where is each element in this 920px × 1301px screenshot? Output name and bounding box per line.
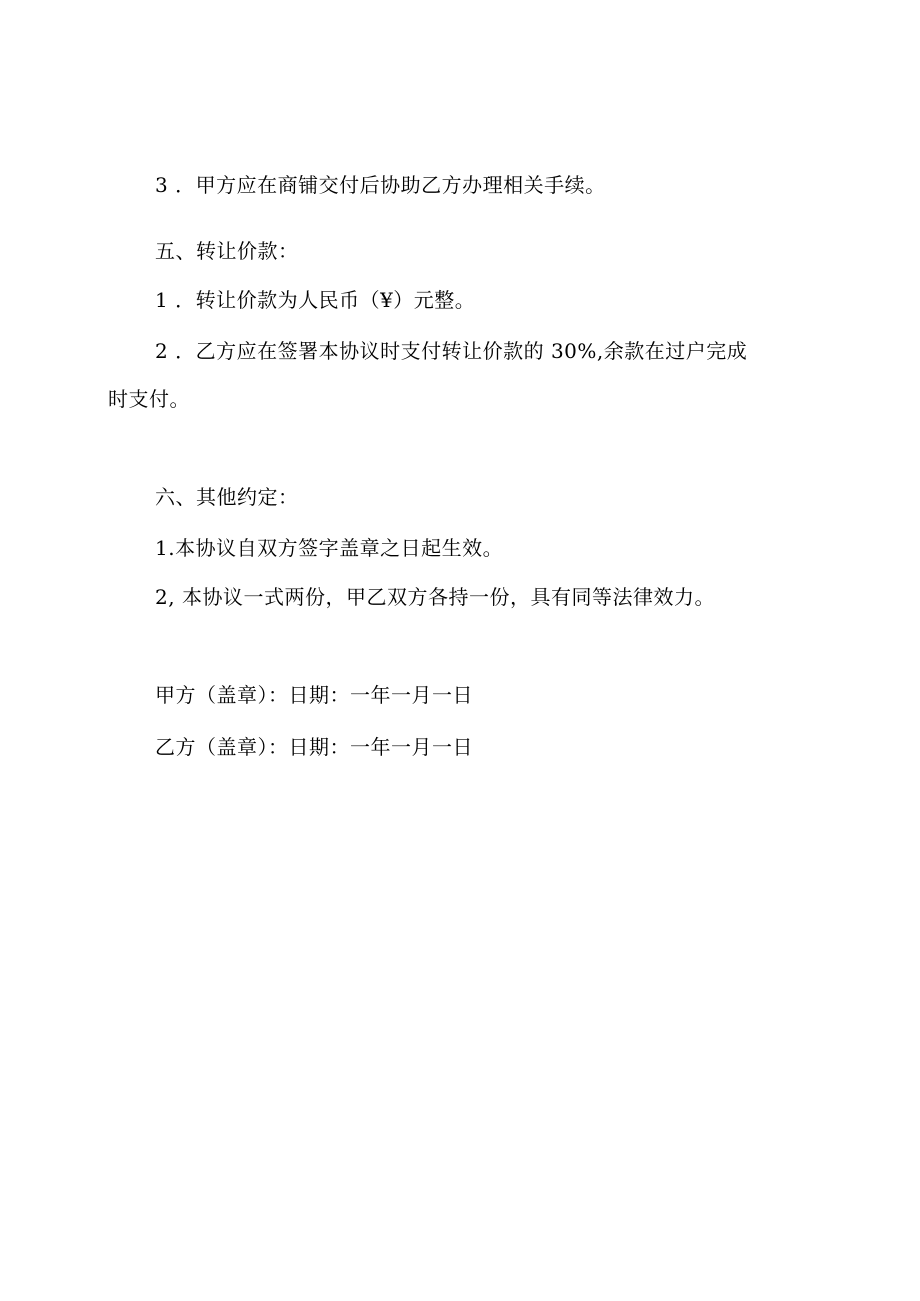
section-5-heading: 五、转让价款： [155,239,299,263]
clause-6-item-2: 2, 本协议一式两份，甲乙双方各持一份，具有同等法律效力。 [155,585,715,609]
clause-5-item-2-line-2: 时支付。 [108,387,190,411]
party-b-signature: 乙方（盖章）：日期：一年一月一日 [155,735,473,759]
clause-5-item-2-line-1: 2 ．乙方应在签署本协议时支付转让价款的 30%,余款在过户完成 [155,339,748,363]
clause-4-item-3: 3 ．甲方应在商铺交付后协助乙方办理相关手续。 [155,173,606,197]
clause-5-item-1: 1 ．转让价款为人民币（¥）元整。 [155,288,476,312]
section-6-heading: 六、其他约定： [155,485,299,509]
clause-6-item-1: 1.本协议自双方签字盖章之日起生效。 [155,536,504,560]
party-a-signature: 甲方（盖章）：日期：一年一月一日 [155,683,473,707]
